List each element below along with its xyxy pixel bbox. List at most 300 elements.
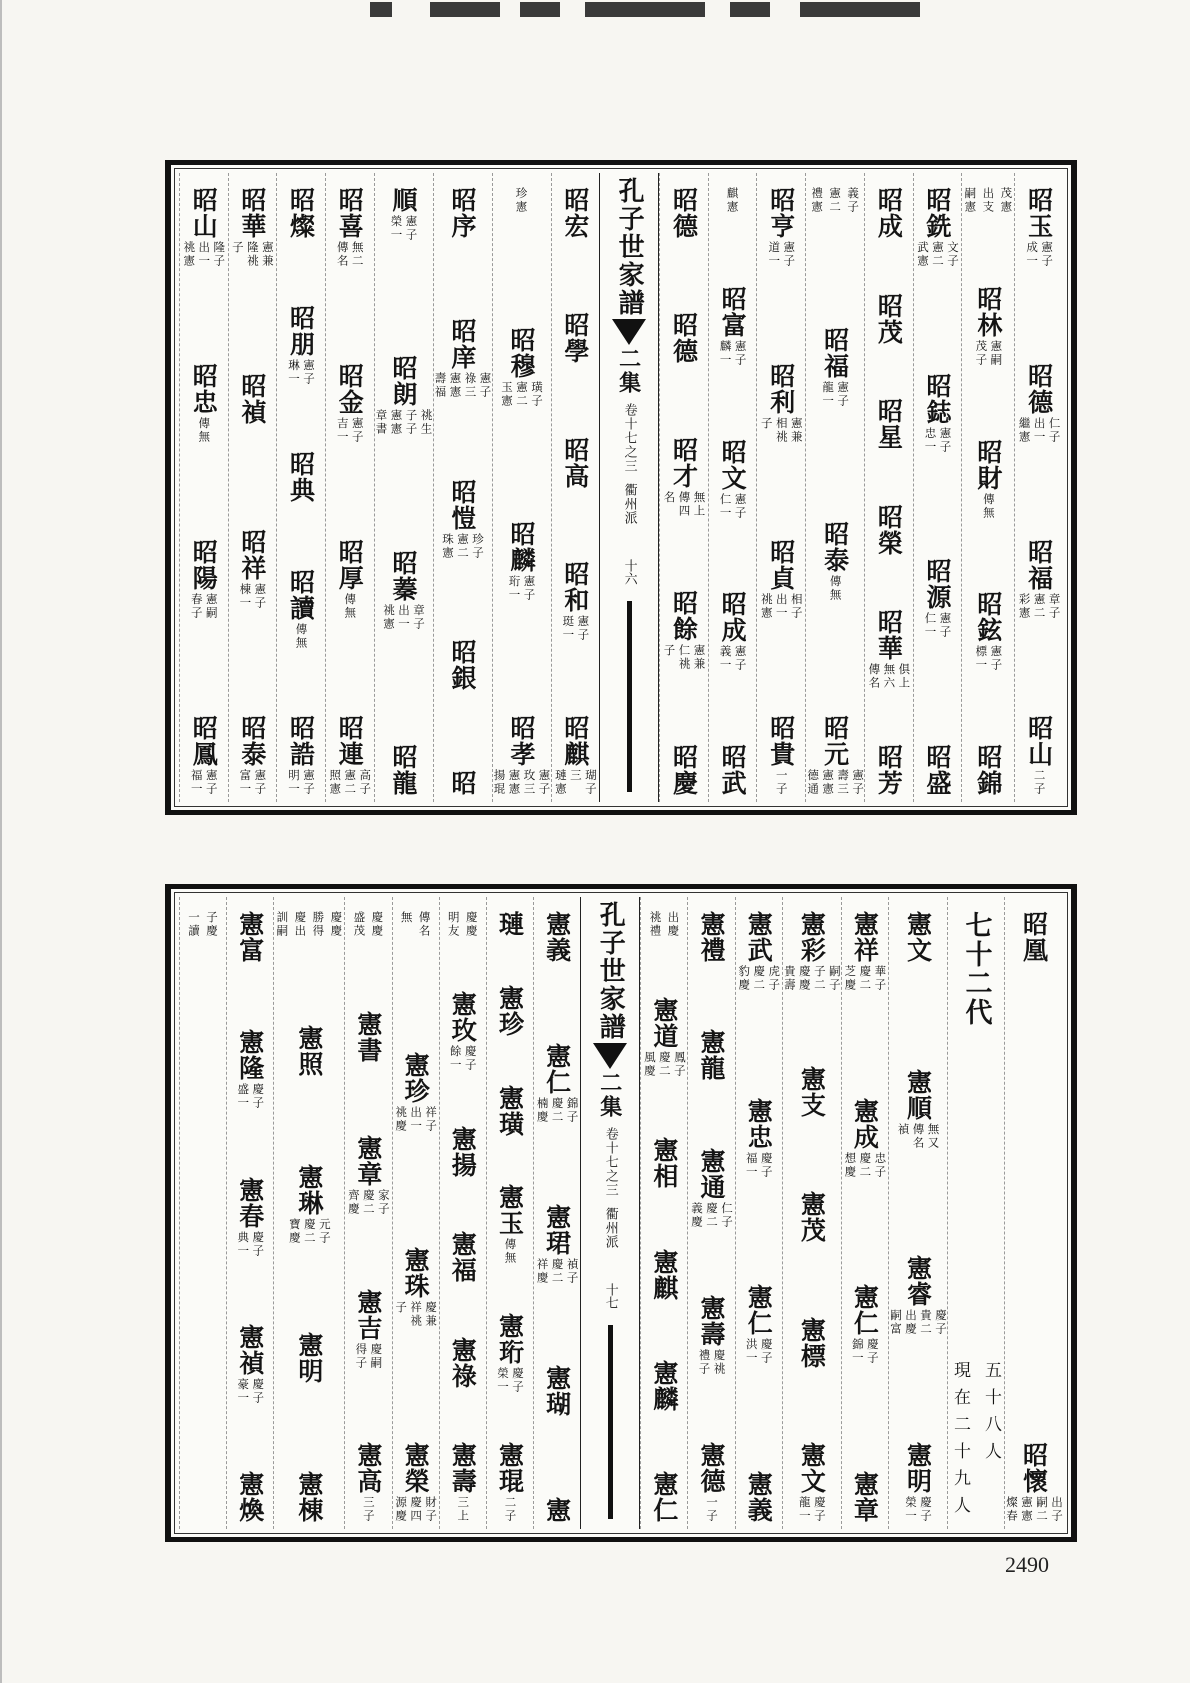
note-line: 出慶 — [666, 911, 681, 938]
annotation — [745, 1338, 773, 1365]
person-name: 憲珩 — [495, 1313, 525, 1366]
annotation-line: 子二 — [812, 965, 827, 992]
annotation-line: 憲子 — [350, 417, 365, 444]
lineage-entry — [669, 187, 698, 239]
annotation-line: 相祧 — [774, 417, 789, 444]
person-name: 憲仁 — [542, 1043, 572, 1095]
spine-rule — [627, 601, 632, 792]
annotation-line: 祧憲 — [382, 603, 397, 631]
annotation-line: 榮一 — [904, 1495, 918, 1523]
folio-number: 十六 — [621, 559, 637, 585]
lineage-entry — [536, 1043, 579, 1124]
person-name: 憲煥 — [235, 1471, 265, 1523]
annotation — [719, 645, 747, 672]
person-name: 璉 — [495, 911, 525, 937]
annotation-line: 揚琨 — [492, 769, 507, 796]
annotation-line: 慶子 — [934, 1309, 948, 1337]
annotation-line: 憲子 — [1040, 241, 1055, 268]
annotation — [236, 1083, 264, 1110]
person-name: 憲棟 — [294, 1471, 324, 1523]
annotation-line: 典一 — [236, 1230, 251, 1258]
annotation-line: 憲子 — [836, 381, 851, 408]
annotation-line: 吉一 — [335, 417, 350, 444]
lineage-entry — [182, 187, 225, 268]
person-name: 昭鋕 — [923, 372, 953, 425]
spine-rule — [608, 1325, 613, 1519]
book-title: 孔子世家譜 — [614, 177, 645, 317]
person-name: 憲玫 — [448, 991, 478, 1044]
annotation-line: 鳳子 — [672, 1051, 687, 1079]
annotation — [554, 769, 597, 796]
lineage-entry — [236, 911, 265, 963]
lineage-entry — [697, 1442, 726, 1523]
annotation-line: 瑚子 — [583, 769, 598, 796]
lineage-entry — [287, 569, 316, 650]
annotation — [231, 241, 274, 268]
person-name: 憲支 — [797, 1065, 827, 1118]
person-name: 昭厚 — [335, 539, 365, 591]
annotation-line: 玫三 — [522, 769, 537, 796]
person-name: 憲春 — [235, 1176, 265, 1229]
person-name: 昭穆 — [507, 327, 537, 379]
annotation-line: 慶子 — [759, 1151, 774, 1179]
annotation-line: 寶慶 — [287, 1218, 302, 1245]
person-name: 憲璜 — [495, 1084, 525, 1137]
annotation-line: 出一 — [1032, 417, 1047, 444]
annotation-line: 榮一 — [389, 215, 404, 242]
annotation-line: 憲子 — [302, 358, 317, 386]
person-name: 昭錦 — [973, 744, 1003, 796]
annotation-line: 源慶 — [394, 1496, 409, 1523]
lineage-entry — [500, 327, 543, 408]
annotation — [496, 1367, 524, 1394]
text-column — [1004, 897, 1063, 1529]
annotation-line: 俱上 — [897, 663, 912, 691]
person-name: 昭孝 — [507, 715, 537, 767]
annotation-line: 傳四 — [677, 490, 692, 518]
annotation-line: 章子 — [1047, 593, 1062, 620]
cropped-previous-page-strip — [370, 0, 930, 20]
annotation — [843, 1152, 886, 1179]
lineage-entry — [394, 1052, 437, 1133]
lineage-entry — [236, 1177, 265, 1258]
person-name: 昭愷 — [448, 478, 478, 531]
annotation — [719, 340, 747, 367]
person-name: 憲麟 — [649, 1359, 679, 1412]
lineage-entry — [904, 1442, 933, 1523]
annotation-line: 禎 — [896, 1122, 911, 1137]
annotation — [867, 663, 910, 690]
lineage-entry — [448, 1126, 477, 1178]
continued-note — [809, 187, 861, 214]
annotation — [434, 372, 492, 399]
annotation-line: 憲子 — [938, 426, 953, 454]
person-name: 憲標 — [797, 1316, 827, 1369]
person-name: 昭泰 — [820, 521, 850, 573]
annotation-line: 傳名 — [911, 1122, 926, 1150]
annotation — [798, 1496, 826, 1523]
lineage-entry — [543, 911, 572, 963]
person-name: 昭高 — [560, 436, 590, 489]
continued-note — [725, 187, 741, 214]
lineage-entry — [797, 1317, 826, 1369]
lineage-entry — [744, 1284, 773, 1365]
lineage-entry — [1025, 715, 1054, 796]
note-line: 慶慶 — [370, 911, 385, 938]
annotation — [974, 340, 1002, 367]
note-line: 慶慶 — [329, 911, 344, 938]
text-column — [864, 173, 913, 802]
person-name: 昭金 — [335, 363, 365, 415]
annotation-line: 華子 — [873, 965, 888, 992]
lineage-entry — [797, 1191, 826, 1243]
annotation — [916, 241, 959, 268]
annotation-line: 慶二 — [752, 965, 767, 992]
center-spine — [580, 897, 640, 1529]
lineage-entry — [394, 1442, 437, 1523]
annotation-line: 貴二 — [919, 1309, 933, 1337]
person-name: 昭德 — [669, 187, 699, 239]
lineage-entry — [561, 561, 590, 642]
annotation — [843, 965, 886, 992]
annotation-line: 想慶 — [843, 1151, 858, 1179]
person-name: 昭和 — [560, 561, 590, 614]
annotation-line: 棟一 — [238, 583, 253, 611]
lineage-entry — [495, 985, 524, 1037]
annotation-line: 傳名 — [867, 663, 882, 691]
text-column — [735, 897, 782, 1529]
annotation-line: 憲二 — [1032, 593, 1047, 620]
annotation-line: 憲憲 — [507, 769, 522, 796]
lineage-entry — [448, 1337, 477, 1389]
text-column — [913, 173, 962, 802]
series-label: 二集 — [596, 1071, 623, 1119]
annotation-line: 出一 — [397, 603, 412, 631]
annotation-line: 出一 — [409, 1106, 424, 1133]
annotation-line: 無二 — [350, 241, 365, 268]
lineage-entry — [650, 1471, 679, 1523]
person-name: 憲榮 — [401, 1442, 431, 1494]
note-line: 盛茂 — [352, 911, 367, 938]
lineage-entry — [1018, 539, 1061, 620]
person-name: 昭玉 — [1024, 187, 1054, 239]
lineage-entry — [718, 744, 747, 796]
annotation — [336, 417, 364, 444]
person-name: 憲珍 — [401, 1052, 431, 1104]
text-column — [708, 173, 757, 802]
annotation-line: 憲兼 — [789, 417, 804, 444]
person-name: 昭利 — [766, 363, 796, 415]
annotation — [889, 1309, 947, 1336]
person-name: 昭祥 — [237, 529, 267, 582]
person-name: 憲麒 — [649, 1248, 679, 1301]
lineage-entry — [287, 451, 316, 503]
annotation — [982, 493, 995, 520]
annotation-line: 子子 — [404, 409, 419, 437]
annotation-line: 仁祧 — [677, 644, 692, 672]
annotation-line: 德通 — [806, 769, 821, 796]
annotation-line: 無六 — [882, 663, 897, 691]
annotation-line: 豪一 — [236, 1377, 251, 1405]
continued-note — [514, 187, 530, 214]
person-name: 昭德 — [1024, 363, 1054, 415]
annotation-line: 無上 — [692, 490, 707, 518]
person-name: 昭亨 — [766, 187, 796, 239]
annotation-line: 慶子 — [919, 1495, 933, 1523]
person-name: 憲義 — [542, 911, 572, 963]
book-title: 孔子世家譜 — [595, 901, 626, 1041]
note-line: 勝得 — [311, 911, 326, 938]
text-column — [374, 173, 433, 802]
annotation-line: 慶祧 — [712, 1348, 727, 1376]
annotation-line: 祥子 — [424, 1106, 439, 1133]
annotation-line: 明一 — [287, 769, 302, 796]
lineage-entry — [448, 639, 477, 691]
annotation-line: 憲子 — [537, 769, 552, 796]
person-name: 昭成 — [874, 187, 904, 239]
person-name: 憲相 — [649, 1137, 679, 1190]
annotation-line: 壽福 — [433, 372, 448, 400]
annotation — [705, 1496, 718, 1523]
annotation-line: 福一 — [189, 769, 204, 796]
annotation-line: 慶子 — [251, 1377, 266, 1405]
lineage-entry — [354, 1289, 383, 1370]
text-column — [433, 173, 492, 802]
annotation-line: 洪一 — [744, 1338, 759, 1366]
lineage-entry — [189, 715, 218, 796]
person-name: 昭懷 — [1019, 1442, 1049, 1494]
annotation — [493, 769, 551, 796]
annotation-line: 貴壽 — [782, 965, 797, 992]
annotation — [394, 1496, 437, 1523]
lineage-entry — [448, 187, 477, 239]
annotation-line: 慶子 — [812, 1496, 827, 1523]
continued-note — [446, 911, 480, 938]
text-column — [756, 173, 805, 802]
person-name: 順 — [389, 187, 419, 213]
lineage-entry — [236, 1029, 265, 1110]
annotation — [536, 1258, 579, 1285]
text-column — [344, 897, 391, 1529]
person-name: 昭鉉 — [973, 591, 1003, 644]
annotation-line: 憲子 — [576, 615, 591, 643]
continued-note — [186, 911, 220, 938]
annotation-line: 憲二 — [343, 769, 358, 796]
annotation-line: 壽三 — [836, 769, 851, 796]
generation-count-line: 五十八人 — [981, 1361, 1001, 1469]
annotation — [536, 1097, 579, 1124]
lineage-entry — [394, 1247, 437, 1328]
note-line: 子慶 — [205, 911, 220, 938]
annotation-line: 憲兼 — [260, 241, 275, 268]
text-column — [273, 897, 344, 1529]
lineage-entry — [382, 550, 425, 631]
annotation-line: 禮子 — [697, 1348, 712, 1376]
annotation-line: 出子 — [1050, 1496, 1064, 1523]
annotation-line: 照憲 — [328, 769, 343, 796]
person-name: 昭銀 — [448, 638, 478, 691]
person-name: 憲高 — [353, 1442, 383, 1494]
page-number: 2490 — [1005, 1552, 1049, 1577]
annotation — [783, 965, 841, 992]
lineage-entry — [718, 591, 747, 672]
annotation — [382, 604, 425, 631]
lineage-entry — [238, 373, 267, 425]
lineage-entry — [335, 187, 364, 268]
generation-count — [948, 1361, 1004, 1523]
lineage-entry — [389, 744, 418, 796]
text-column — [640, 897, 687, 1529]
lineage-entry — [495, 1442, 524, 1523]
annotation-line: 慶子 — [865, 1338, 880, 1366]
lineage-entry — [543, 1365, 572, 1417]
annotation — [236, 1231, 264, 1258]
annotation-line: 仁子 — [720, 1201, 735, 1229]
text-column — [947, 897, 1004, 1529]
annotation-line: 文子 — [946, 241, 961, 268]
annotation — [643, 1051, 686, 1078]
lineage-entry — [974, 744, 1003, 796]
lineage-entry — [375, 355, 433, 436]
text-column — [179, 897, 226, 1529]
lineage-entry — [697, 1295, 726, 1376]
annotation — [829, 575, 842, 602]
lineage-entry — [843, 1098, 886, 1179]
lineage-entry — [669, 744, 698, 796]
lineage-entry — [495, 1313, 524, 1394]
fishtail-mark — [612, 319, 646, 345]
text-column — [782, 897, 841, 1529]
text-column — [179, 173, 228, 802]
person-name: 昭福 — [820, 327, 850, 379]
person-name: 昭山 — [1024, 715, 1054, 767]
annotation — [456, 1496, 469, 1523]
person-name: 憲壽 — [448, 1441, 478, 1494]
lineage-entry — [1025, 187, 1054, 268]
annotation-line: 祧生 — [419, 409, 434, 437]
lineage-entry — [904, 911, 933, 963]
annotation-line: 茂子 — [974, 339, 989, 367]
person-name: 昭福 — [1024, 539, 1054, 591]
person-name: 憲章 — [850, 1470, 880, 1523]
generation-count-line: 現在二十九人 — [950, 1361, 970, 1523]
annotation-line: 祥慶 — [535, 1258, 550, 1285]
person-name: 憲珺 — [542, 1204, 572, 1256]
annotation — [503, 1238, 516, 1265]
person-name: 憲吉 — [353, 1288, 383, 1341]
annotation — [974, 645, 1002, 672]
annotation-line: 憲二 — [931, 241, 946, 268]
folio-number: 十七 — [602, 1283, 618, 1309]
lineage-entry — [650, 1249, 679, 1301]
person-name: 昭財 — [973, 438, 1003, 491]
person-name: 憲富 — [235, 911, 265, 963]
annotation — [1018, 593, 1061, 620]
lineage-entry — [697, 911, 726, 963]
person-name: 憲明 — [903, 1441, 933, 1494]
person-name: 昭喜 — [335, 187, 365, 239]
top-page-columns — [179, 173, 1063, 802]
lineage-entry — [389, 187, 418, 242]
continued-note — [399, 911, 433, 938]
person-name: 昭典 — [286, 451, 316, 503]
annotation-line: 子 — [230, 241, 245, 255]
annotation-line: 子 — [759, 417, 774, 431]
annotation-line: 慶子 — [251, 1083, 266, 1111]
lineage-entry — [236, 1471, 265, 1523]
annotation — [851, 1338, 879, 1365]
fishtail-mark — [593, 1043, 627, 1069]
annotation-line: 慶四 — [409, 1496, 424, 1523]
person-name: 憲祿 — [448, 1336, 478, 1389]
person-name: 憲睿 — [903, 1255, 933, 1308]
text-column — [226, 897, 273, 1529]
annotation-line: 憲嗣 — [989, 339, 1004, 367]
lineage-entry — [874, 398, 903, 450]
person-name: 昭芳 — [874, 743, 904, 796]
person-name: 昭連 — [335, 715, 365, 767]
annotation-line: 盛一 — [236, 1083, 251, 1111]
note-line: 茂憲 — [999, 187, 1014, 214]
text-column — [486, 897, 533, 1529]
person-name: 昭宏 — [560, 187, 590, 239]
annotation-line: 璜子 — [530, 381, 545, 408]
annotation-line: 憲二 — [456, 532, 471, 560]
annotation-line: 珩一 — [507, 575, 522, 602]
person-name: 昭慶 — [669, 744, 699, 796]
lineage-entry — [354, 1442, 383, 1523]
lineage-entry — [974, 439, 1003, 520]
note-line: 出支 — [981, 187, 996, 214]
note-line: 明友 — [446, 911, 461, 938]
text-column — [533, 897, 580, 1529]
text-column — [841, 897, 888, 1529]
annotation — [287, 359, 315, 386]
annotation-line: 燦春 — [1005, 1496, 1019, 1523]
annotation-line: 三 — [568, 769, 583, 783]
annotation — [287, 769, 315, 796]
annotation — [1005, 1496, 1063, 1523]
annotation-line: 憲嗣 — [204, 593, 219, 620]
annotation — [508, 575, 536, 602]
annotation-line: 子 — [394, 1301, 409, 1315]
person-name: 憲瑚 — [542, 1365, 572, 1417]
person-name: 昭鳳 — [189, 715, 219, 767]
annotation — [190, 769, 218, 796]
annotation-line: 憲子 — [522, 575, 537, 602]
series-label: 二集 — [615, 347, 642, 395]
annotation-line: 風慶 — [642, 1051, 657, 1079]
lineage-entry — [874, 504, 903, 556]
center-spine — [599, 173, 659, 802]
person-name: 憲通 — [697, 1147, 727, 1200]
lineage-entry — [916, 187, 959, 268]
lineage-entry — [974, 591, 1003, 672]
annotation-line: 慶二 — [302, 1218, 317, 1245]
person-name: 昭源 — [923, 558, 953, 611]
lineage-entry — [543, 1497, 572, 1523]
lineage-entry — [923, 744, 952, 796]
annotation — [561, 615, 589, 642]
annotation-line: 珠憲 — [441, 532, 456, 560]
person-name: 憲壽 — [697, 1294, 727, 1347]
annotation-line: 憲子 — [478, 372, 493, 400]
annotation — [190, 593, 218, 620]
annotation-line: 仁一 — [923, 612, 938, 640]
annotation — [328, 769, 371, 796]
lineage-entry — [821, 521, 850, 602]
branch-label: 衢州派 — [602, 1207, 618, 1249]
